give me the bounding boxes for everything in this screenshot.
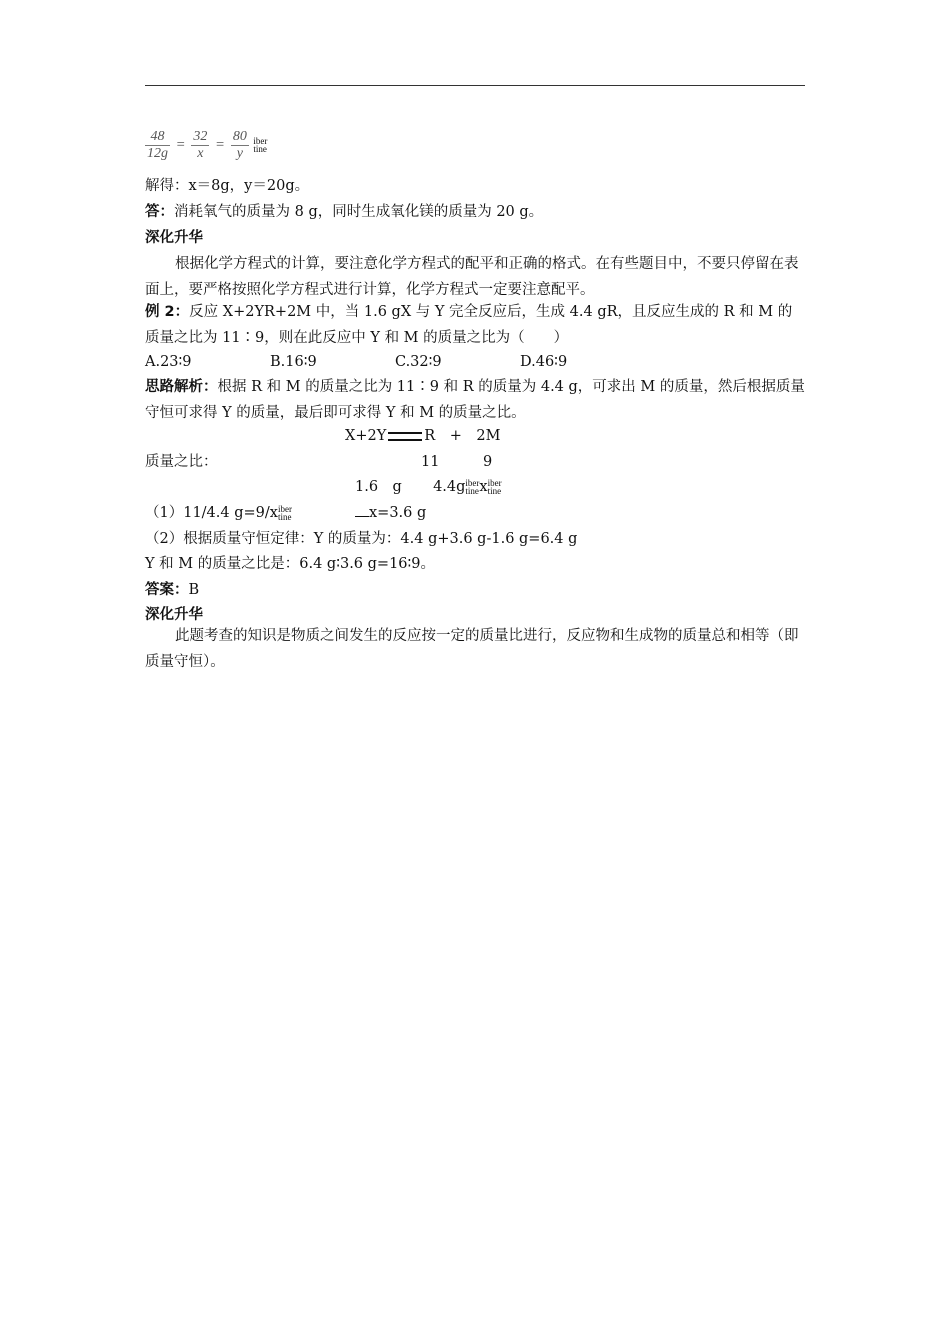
reaction-equation: [345, 426, 500, 446]
artifact-glyph: iber tine: [465, 478, 480, 496]
mass-m: x: [479, 479, 488, 495]
step-1-result-text: x=3.6 g: [369, 505, 427, 521]
step-1-result: [355, 503, 426, 523]
glyph-top: iber: [253, 136, 268, 146]
answer-text: B: [188, 582, 200, 598]
option-c: C.32∶9: [395, 354, 442, 370]
fraction-numerator: 80: [232, 128, 247, 144]
step-1-text: （1）11/4.4 g=9/x: [145, 505, 278, 521]
ratio-label: 质量之比：: [145, 454, 218, 470]
option-a: A.23∶9: [145, 354, 192, 370]
header-rule: [145, 85, 805, 86]
equals-sign: =: [176, 137, 185, 153]
bracket-icon: [355, 506, 369, 517]
example-question: [145, 299, 805, 351]
ratio-values: 11 9: [421, 454, 493, 470]
fraction-denominator: 12g: [147, 145, 168, 161]
fraction-denominator: x: [197, 145, 204, 161]
fraction-denominator: y: [236, 145, 243, 161]
option-d: D.46∶9: [520, 354, 568, 370]
mass-x: 1.6 g: [355, 479, 402, 495]
artifact-glyph: iber tine: [277, 504, 292, 522]
proportion-formula: [145, 128, 267, 162]
analysis-paragraph: [145, 374, 805, 426]
example-label: 例 2：: [145, 304, 190, 320]
option-b: B.16∶9: [270, 354, 317, 370]
answer-text: 消耗氧气的质量为 8 g，同时生成氧化镁的质量为 20 g。: [174, 204, 544, 220]
paragraph: 根据化学方程式的计算，要注意化学方程式的配平和正确的格式。在有些题目中，不要只停留在表面上，要严格按照化学方程式进行计算，化学方程式一定要注意配平。: [145, 256, 799, 298]
artifact-glyph: [253, 137, 267, 153]
mass-row: [355, 477, 502, 497]
step-1: [145, 503, 292, 523]
equals-sign: =: [216, 137, 225, 153]
answer-line: [145, 202, 543, 222]
fraction-3: [231, 129, 249, 162]
reactants: X+2Y: [345, 428, 387, 444]
analysis-label: 思路解析：: [145, 379, 218, 395]
fraction-2: [191, 129, 209, 162]
options-row: [145, 352, 645, 372]
section-heading: 深化升华: [145, 607, 203, 623]
glyph-bottom: tine: [253, 144, 267, 154]
analysis-text: 根据 R 和 M 的质量之比为 11∶9 和 R 的质量为 4.4 g，可求出 M 的质量，然后根据质量守恒可求得 Y 的质量，最后即可求得 Y 和 M 的质量之比。: [145, 379, 805, 421]
fraction-numerator: 48: [145, 129, 170, 146]
step-3: Y 和 M 的质量之比是：6.4 g∶3.6 g=16∶9。: [145, 556, 436, 572]
double-arrow-icon: [388, 432, 422, 441]
answer-label: 答：: [145, 204, 174, 220]
section-heading: 深化升华: [145, 230, 203, 246]
solve-line: 解得：x＝8g，y＝20g。: [145, 178, 310, 194]
artifact-glyph: iber tine: [487, 478, 502, 496]
products: R + 2M: [424, 428, 501, 444]
answer-label: 答案：: [145, 582, 189, 598]
fraction-1: [145, 129, 170, 162]
answer-line: [145, 580, 199, 600]
step-2: （2）根据质量守恒定律：Y 的质量为：4.4 g+3.6 g-1.6 g=6.4 g: [145, 531, 578, 547]
mass-r: 4.4g: [433, 479, 466, 495]
example-text: 反应 X+2YR+2M 中，当 1.6 gX 与 Y 完全反应后，生成 4.4 gR，且反应生成的 R 和 M 的质量之比为 11∶9，则在此反应中 Y 和 M 的质量之比为（ ）: [145, 304, 793, 346]
paragraph: 此题考查的知识是物质之间发生的反应按一定的质量比进行，反应物和生成物的质量总和相等（即质量守恒）。: [145, 628, 799, 670]
fraction-numerator: 32: [193, 128, 208, 144]
